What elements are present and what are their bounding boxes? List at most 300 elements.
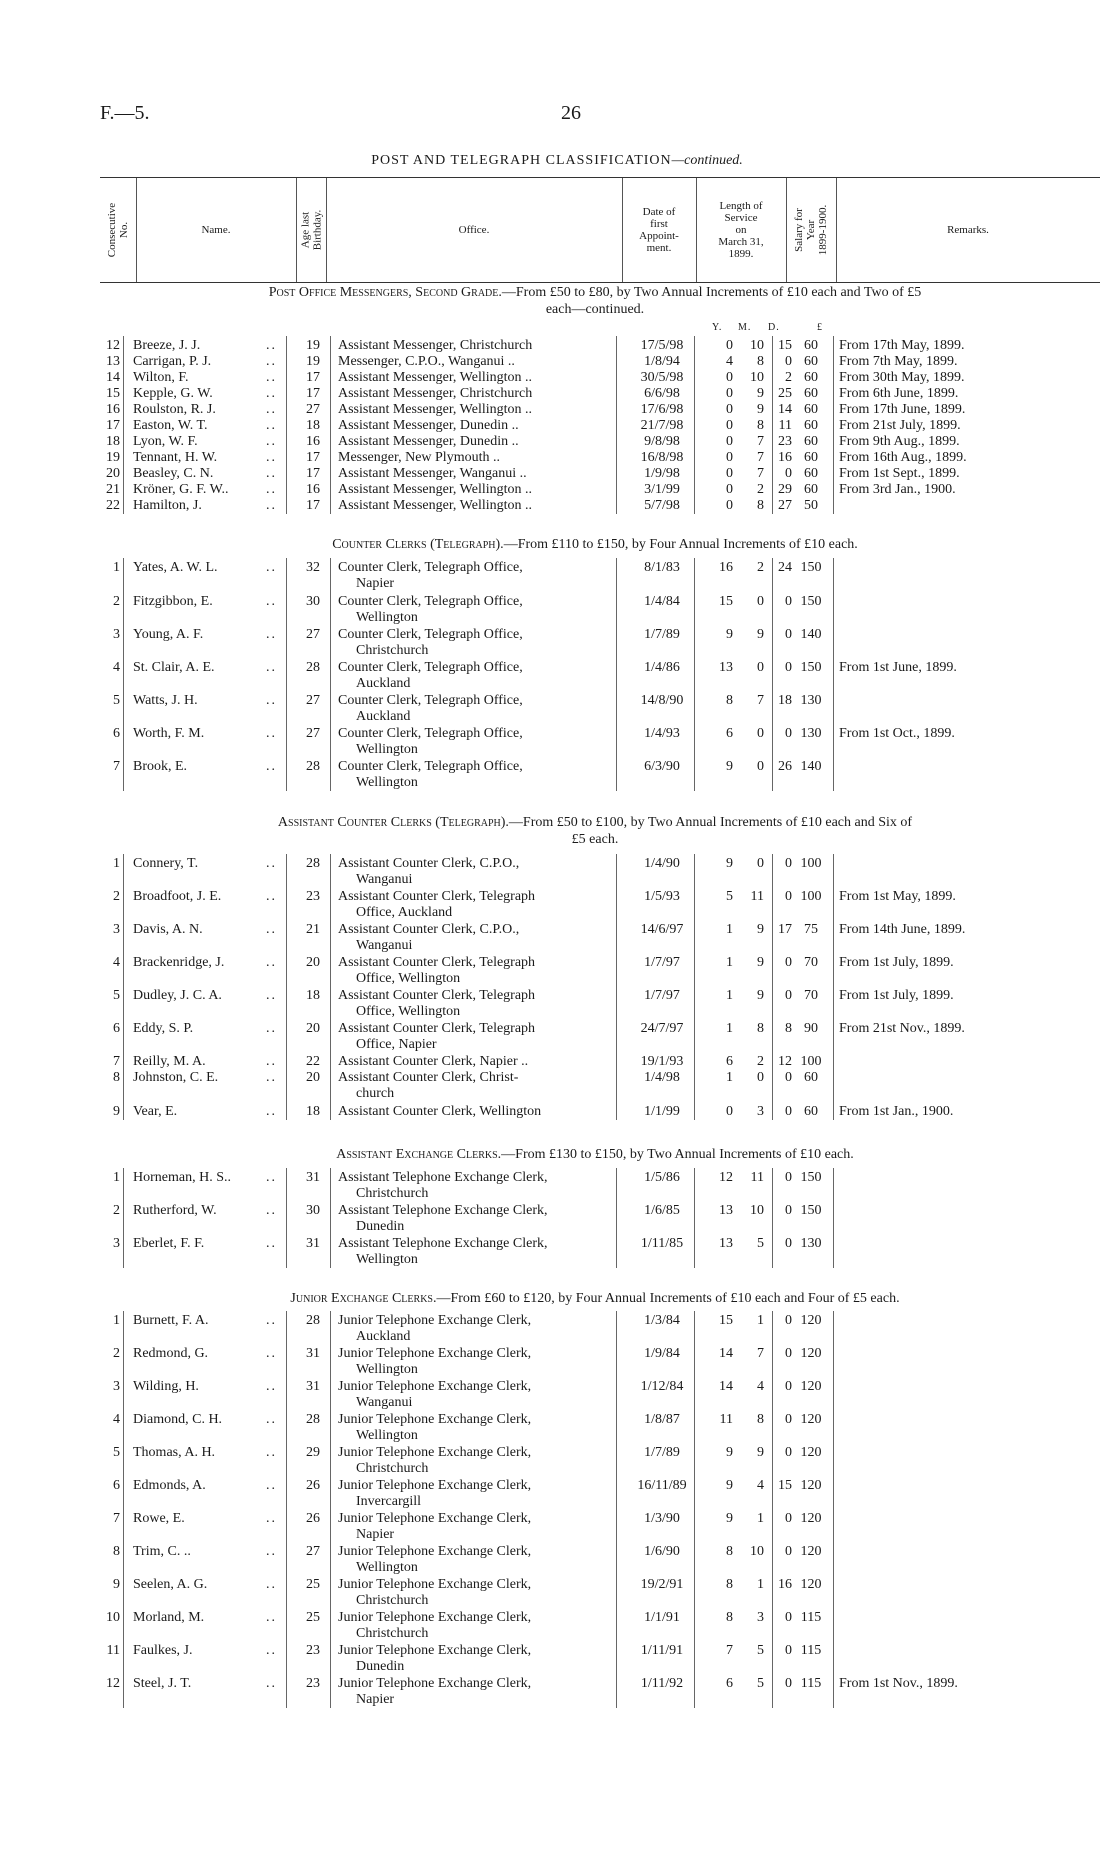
office-line1: Assistant Counter Clerk, Telegraph [338,988,536,1003]
service-days: 0 [785,1676,792,1691]
employee-name: Eberlet, F. F. [133,1236,205,1251]
leader-dots: .. [266,450,277,465]
employee-name: Carrigan, P. J. [133,354,212,369]
service-years: 1 [726,1070,733,1085]
employee-name: Thomas, A. H. [133,1445,216,1460]
service-days: 18 [778,693,792,708]
employee-name: Seelen, A. G. [133,1577,208,1592]
office-line2: Auckland [356,676,411,691]
consecutive-no: 2 [113,1346,120,1361]
remarks-value: From 1st Nov., 1899. [839,1676,958,1691]
unit-label: Y. [712,322,723,333]
employee-name: Rutherford, W. [133,1203,217,1218]
consecutive-no: 5 [113,988,120,1003]
service-days: 25 [778,386,792,401]
service-months: 8 [757,1021,764,1036]
service-days: 0 [785,1412,792,1427]
employee-name: Hamilton, J. [133,498,202,513]
appointment-date: 1/8/87 [644,1412,680,1427]
appointment-date: 1/6/85 [644,1203,680,1218]
service-days: 0 [785,726,792,741]
consecutive-no: 2 [113,594,120,609]
age-value: 28 [306,1412,320,1427]
leader-dots: .. [266,955,277,970]
employee-name: Faulkes, J. [133,1643,193,1658]
age-value: 25 [306,1577,320,1592]
appointment-date: 1/9/84 [644,1346,680,1361]
service-years: 0 [726,338,733,353]
service-days: 0 [785,1313,792,1328]
appointment-date: 1/7/89 [644,627,680,642]
age-value: 20 [306,955,320,970]
section-title-grade: Assistant Counter Clerks (Telegraph). [277,815,509,830]
office-line1: Assistant Messenger, Wellington .. [338,482,533,497]
service-days: 24 [778,560,792,575]
office-line1: Assistant Telephone Exchange Clerk, [338,1170,548,1185]
service-years: 9 [726,627,733,642]
leader-dots: .. [266,1412,277,1427]
office-line1: Counter Clerk, Telegraph Office, [338,693,523,708]
age-value: 17 [306,466,320,481]
service-days: 26 [778,759,792,774]
office-line1: Assistant Counter Clerk, C.P.O., [338,922,520,937]
office-line1: Assistant Messenger, Christchurch [338,386,533,401]
section-title-terms: —From £130 to £150, by Two Annual Increments of £10 each. [501,1147,854,1162]
service-years: 9 [726,856,733,871]
age-value: 28 [306,759,320,774]
service-days: 0 [785,1203,792,1218]
service-months: 10 [750,1203,764,1218]
office-line2: Christchurch [356,1186,429,1201]
office-line1: Assistant Telephone Exchange Clerk, [338,1236,548,1251]
salary-value: 60 [804,370,818,385]
salary-value: 100 [800,1054,822,1069]
consecutive-no: 7 [113,759,120,774]
remarks-value: From 1st July, 1899. [839,988,954,1003]
employee-name: Yates, A. W. L. [133,560,218,575]
appointment-date: 8/1/83 [644,560,680,575]
page-number: 26 [561,102,581,124]
service-years: 8 [726,1610,733,1625]
office-cell [338,1346,616,1378]
salary-value: 130 [800,1236,822,1251]
appointment-date: 1/4/93 [644,726,680,741]
office-line1: Junior Telephone Exchange Clerk, [338,1412,532,1427]
consecutive-no: 12 [106,338,120,353]
employee-name: Breeze, J. J. [133,338,201,353]
service-days: 0 [785,1170,792,1185]
appointment-date: 14/8/90 [640,693,684,708]
office-line2: Napier [356,1527,395,1542]
employee-name: Reilly, M. A. [133,1054,206,1069]
consecutive-no: 2 [113,1203,120,1218]
remarks-value: From 1st May, 1899. [839,889,956,904]
age-value: 31 [306,1346,320,1361]
consecutive-no: 1 [113,856,120,871]
appointment-date: 16/11/89 [637,1478,687,1493]
employee-name: Rowe, E. [133,1511,185,1526]
remarks-value: From 1st July, 1899. [839,955,954,970]
service-years: 0 [726,434,733,449]
service-years: 0 [726,386,733,401]
appointment-date: 1/3/90 [644,1511,680,1526]
office-line1: Assistant Messenger, Wellington .. [338,402,533,417]
office-line2: Wellington [356,1252,418,1267]
salary-value: 60 [804,482,818,497]
consecutive-no: 11 [106,1643,120,1658]
salary-value: 60 [804,1104,818,1119]
age-value: 30 [306,594,320,609]
age-value: 27 [306,726,320,741]
appointment-date: 1/7/97 [644,955,680,970]
employee-name: Morland, M. [133,1610,205,1625]
salary-value: 150 [800,660,822,675]
service-months: 1 [757,1511,764,1526]
age-value: 32 [306,560,320,575]
service-days: 0 [785,594,792,609]
service-months: 0 [757,856,764,871]
service-years: 0 [726,402,733,417]
service-days: 0 [785,1544,792,1559]
service-days: 0 [785,1236,792,1251]
service-days: 0 [785,1379,792,1394]
salary-value: 120 [800,1379,822,1394]
appointment-date: 30/5/98 [640,370,684,385]
age-value: 27 [306,693,320,708]
service-years: 0 [726,370,733,385]
office-line1: Junior Telephone Exchange Clerk, [338,1610,532,1625]
employee-name: Wilton, F. [133,370,189,385]
employee-name: Broadfoot, J. E. [133,889,222,904]
office-line1: Assistant Messenger, Dunedin .. [338,434,519,449]
employee-name: Dudley, J. C. A. [133,988,222,1003]
office-cell [338,1412,616,1444]
section-title-grade: Junior Exchange Clerks. [290,1291,437,1306]
age-value: 19 [306,338,320,353]
service-months: 8 [757,498,764,513]
leader-dots: .. [266,1643,277,1658]
service-years: 14 [719,1346,733,1361]
leader-dots: .. [266,1104,277,1119]
remarks-value: From 14th June, 1899. [839,922,966,937]
service-years: 14 [719,1379,733,1394]
salary-value: 150 [800,560,822,575]
remarks-value: From 1st Oct., 1899. [839,726,955,741]
rule-office [616,1311,617,1708]
consecutive-no: 1 [113,1170,120,1185]
leader-dots: .. [266,693,277,708]
service-months: 9 [757,402,764,417]
office-line2: Wellington [356,1362,418,1377]
leader-dots: .. [266,354,277,369]
leader-dots: .. [266,402,277,417]
service-years: 0 [726,450,733,465]
service-days: 8 [785,1021,792,1036]
employee-name: Fitzgibbon, E. [133,594,213,609]
header-length: Length of Service on March 31, 1899. [718,200,764,260]
service-months: 9 [757,627,764,642]
leader-dots: .. [266,1544,277,1559]
office-line1: Assistant Messenger, Wellington .. [338,498,533,513]
consecutive-no: 8 [113,1544,120,1559]
age-value: 29 [306,1445,320,1460]
leader-dots: .. [266,726,277,741]
service-years: 0 [726,418,733,433]
salary-value: 60 [804,434,818,449]
salary-value: 130 [800,693,822,708]
service-days: 2 [785,370,792,385]
leader-dots: .. [266,1070,277,1085]
service-months: 5 [757,1676,764,1691]
office-line1: Junior Telephone Exchange Clerk, [338,1577,532,1592]
remarks-value: From 3rd Jan., 1900. [839,482,956,497]
leader-dots: .. [266,627,277,642]
service-months: 8 [757,354,764,369]
appointment-date: 1/3/84 [644,1313,680,1328]
remarks-value: From 17th June, 1899. [839,402,966,417]
employee-name: Young, A. F. [133,627,204,642]
service-months: 3 [757,1610,764,1625]
leader-dots: .. [266,660,277,675]
employee-name: Wilding, H. [133,1379,199,1394]
office-line1: Junior Telephone Exchange Clerk, [338,1544,532,1559]
consecutive-no: 15 [106,386,120,401]
service-days: 0 [785,1511,792,1526]
office-line2: Wanganui [356,1395,413,1410]
employee-name: Diamond, C. H. [133,1412,223,1427]
consecutive-no: 10 [106,1610,120,1625]
remarks-value: From 6th June, 1899. [839,386,959,401]
leader-dots: .. [266,1203,277,1218]
consecutive-no: 13 [106,354,120,369]
age-value: 28 [306,1313,320,1328]
remarks-value: From 21st July, 1899. [839,418,961,433]
office-line1: Assistant Counter Clerk, C.P.O., [338,856,520,871]
consecutive-no: 3 [113,1236,120,1251]
office-line2: Christchurch [356,1461,429,1476]
office-line2: Office, Auckland [356,905,453,920]
office-line1: Assistant Counter Clerk, Telegraph [338,955,536,970]
service-months: 8 [757,418,764,433]
office-line1: Counter Clerk, Telegraph Office, [338,759,523,774]
office-line2: Wellington [356,742,418,757]
age-value: 19 [306,354,320,369]
office-line1: Junior Telephone Exchange Clerk, [338,1478,532,1493]
consecutive-no: 17 [106,418,120,433]
age-value: 26 [306,1478,320,1493]
office-cell [338,1379,616,1411]
consecutive-no: 12 [106,1676,120,1691]
leader-dots: .. [266,1379,277,1394]
appointment-date: 1/4/90 [644,856,680,871]
office-line1: Assistant Counter Clerk, Telegraph [338,1021,536,1036]
leader-dots: .. [266,1478,277,1493]
title-main: POST AND TELEGRAPH CLASSIFICATION [371,153,672,168]
section-title-line2: £5 each. [571,832,619,847]
remarks-value: From 7th May, 1899. [839,354,958,369]
leader-dots: .. [266,482,277,497]
leader-dots: .. [266,1610,277,1625]
office-line1: Counter Clerk, Telegraph Office, [338,660,523,675]
office-line2: Wellington [356,1428,418,1443]
salary-value: 115 [800,1643,822,1658]
office-line2: Wellington [356,775,418,790]
service-months: 7 [757,466,764,481]
employee-name: Kepple, G. W. [133,386,213,401]
appointment-date: 19/2/91 [640,1577,684,1592]
office-line1: Assistant Counter Clerk, Wellington [338,1104,542,1119]
section-title-terms: —From £60 to £120, by Four Annual Increments of £10 each and Four of £5 each. [436,1291,900,1306]
unit-label: M. [738,322,752,333]
office-line2: Wellington [356,610,418,625]
header-name: Name. [201,224,231,236]
office-cell [338,1676,616,1708]
service-days: 15 [778,1478,792,1493]
remarks-value: From 30th May, 1899. [839,370,965,385]
appointment-date: 1/7/89 [644,1445,680,1460]
service-years: 9 [726,759,733,774]
service-months: 11 [750,1170,764,1185]
service-years: 16 [719,560,733,575]
office-line2: Dunedin [356,1659,405,1674]
age-value: 21 [306,922,320,937]
age-value: 17 [306,370,320,385]
age-value: 18 [306,988,320,1003]
consecutive-no: 3 [113,922,120,937]
service-days: 0 [785,955,792,970]
employee-name: Edmonds, A. [133,1478,206,1493]
office-line1: Junior Telephone Exchange Clerk, [338,1313,532,1328]
age-value: 20 [306,1070,320,1085]
age-value: 20 [306,1021,320,1036]
service-months: 0 [757,660,764,675]
page-identifier: F.—5. [100,102,150,124]
appointment-date: 3/1/99 [644,482,680,497]
age-value: 28 [306,660,320,675]
appointment-date: 1/12/84 [640,1379,684,1394]
employee-name: Eddy, S. P. [133,1021,194,1036]
leader-dots: .. [266,1170,277,1185]
title-continued: —continued. [671,153,743,168]
service-days: 0 [785,660,792,675]
service-years: 6 [726,1676,733,1691]
appointment-date: 17/5/98 [640,338,684,353]
service-years: 9 [726,1445,733,1460]
section-title-grade: Assistant Exchange Clerks. [336,1147,502,1162]
office-line1: Junior Telephone Exchange Clerk, [338,1511,532,1526]
salary-value: 120 [800,1445,822,1460]
service-months: 9 [757,922,764,937]
employee-name: Roulston, R. J. [133,402,216,417]
office-line1: Junior Telephone Exchange Clerk, [338,1445,532,1460]
consecutive-no: 16 [106,402,120,417]
appointment-date: 6/3/90 [644,759,680,774]
salary-value: 60 [804,402,818,417]
age-value: 18 [306,418,320,433]
age-value: 23 [306,1643,320,1658]
service-months: 4 [757,1478,764,1493]
salary-value: 115 [800,1610,822,1625]
service-years: 15 [719,594,733,609]
office-cell [338,1445,616,1477]
service-years: 4 [726,354,733,369]
consecutive-no: 1 [113,1313,120,1328]
remarks-value: From 1st Sept., 1899. [839,466,960,481]
leader-dots: .. [266,1021,277,1036]
leader-dots: .. [266,759,277,774]
service-years: 9 [726,1511,733,1526]
salary-value: 60 [804,418,818,433]
service-days: 27 [778,498,792,513]
service-months: 5 [757,1236,764,1251]
consecutive-no: 7 [113,1054,120,1069]
service-years: 6 [726,726,733,741]
service-days: 0 [785,1610,792,1625]
service-days: 0 [785,1445,792,1460]
salary-value: 100 [800,889,822,904]
service-years: 13 [719,1236,733,1251]
service-months: 7 [757,1346,764,1361]
service-years: 0 [726,466,733,481]
section-title-line2: each—continued. [545,302,645,317]
consecutive-no: 22 [106,498,120,513]
service-months: 3 [757,1104,764,1119]
header-date: Date of first Appoint- ment. [639,206,679,254]
service-years: 15 [719,1313,733,1328]
service-years: 1 [726,1021,733,1036]
service-months: 9 [757,988,764,1003]
service-days: 0 [785,1346,792,1361]
service-days: 0 [785,856,792,871]
service-years: 0 [726,1104,733,1119]
employee-name: Vear, E. [133,1104,178,1119]
office-line2: Wanganui [356,872,413,887]
consecutive-no: 19 [106,450,120,465]
age-value: 18 [306,1104,320,1119]
service-years: 11 [719,1412,733,1427]
age-value: 23 [306,889,320,904]
salary-value: 130 [800,726,822,741]
service-months: 2 [757,482,764,497]
service-months: 1 [757,1577,764,1592]
appointment-date: 1/1/99 [644,1104,680,1119]
appointment-date: 1/1/91 [644,1610,680,1625]
remarks-value: From 17th May, 1899. [839,338,965,353]
appointment-date: 24/7/97 [640,1021,684,1036]
appointment-date: 6/6/98 [644,386,680,401]
salary-value: 60 [804,450,818,465]
employee-name: Trim, C. .. [133,1544,191,1559]
appointment-date: 1/11/92 [640,1676,684,1691]
service-days: 14 [778,402,792,417]
leader-dots: .. [266,498,277,513]
service-days: 0 [785,988,792,1003]
service-years: 13 [719,660,733,675]
office-line1: Messenger, New Plymouth .. [338,450,500,465]
appointment-date: 19/1/93 [640,1054,684,1069]
age-value: 31 [306,1379,320,1394]
section-title-terms: —From £50 to £80, by Two Annual Increments of £10 each and Two of £5 [501,285,922,300]
employee-name: Horneman, H. S.. [133,1170,231,1185]
leader-dots: .. [266,386,277,401]
service-days: 16 [778,1577,792,1592]
service-months: 11 [750,889,764,904]
consecutive-no: 8 [113,1070,120,1085]
service-days: 17 [778,922,792,937]
leader-dots: .. [266,1511,277,1526]
service-months: 9 [757,1445,764,1460]
office-cell [338,1511,616,1543]
